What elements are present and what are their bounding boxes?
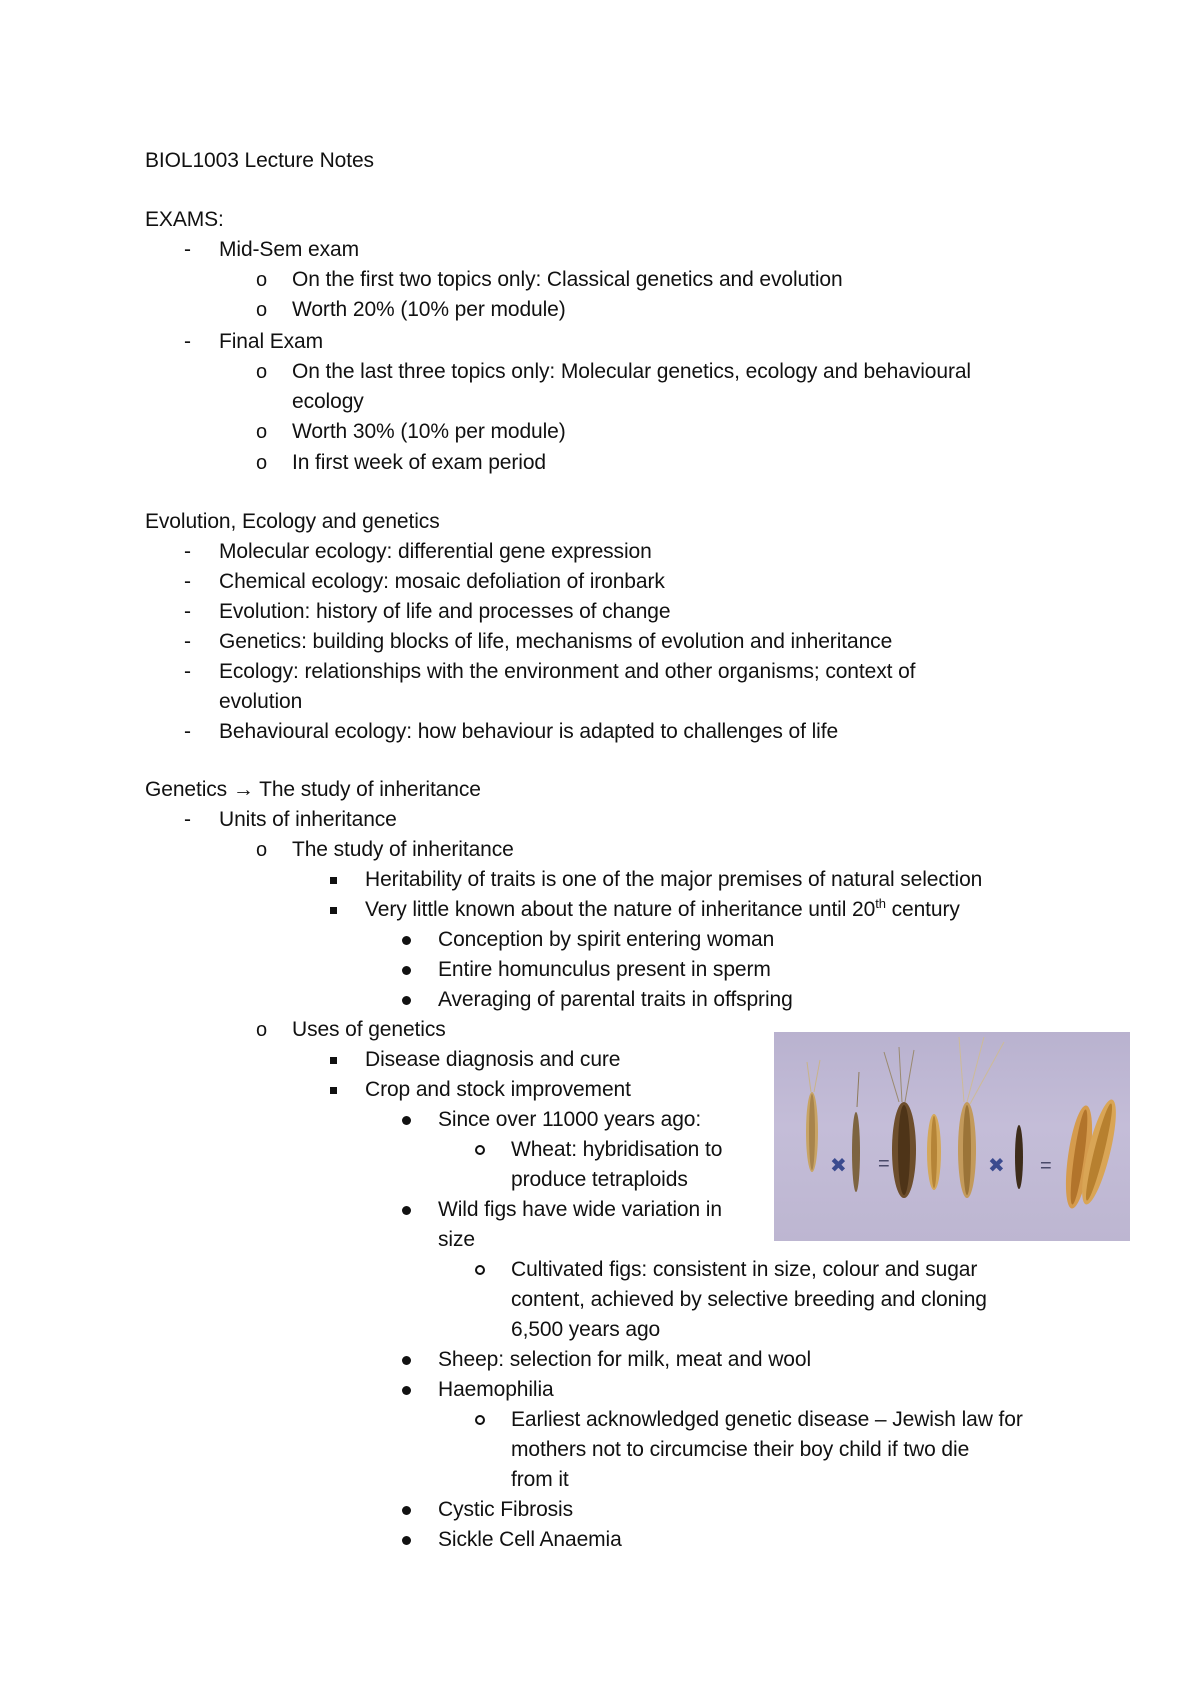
wheat-hybridisation-photo (774, 1032, 1130, 1241)
eeg-item: Ecology: relationships with the environment and other organisms; context of (219, 660, 916, 683)
bullet-dash: - (184, 540, 191, 563)
eeg-heading: Evolution, Ecology and genetics (145, 510, 440, 533)
eeg-item: Molecular ecology: differential gene expression (219, 540, 652, 563)
little-known-item (365, 898, 960, 922)
genetics-heading (145, 778, 481, 802)
wheat-spike-4 (927, 1114, 941, 1190)
bullet-o: o (256, 421, 268, 443)
bullet-o: o (256, 452, 268, 474)
uses-of-genetics: Uses of genetics (292, 1018, 446, 1041)
equals-symbol: = (1040, 1155, 1052, 1177)
bullet-dot (402, 1506, 411, 1515)
bullet-dot (402, 1116, 411, 1125)
units-of-inheritance: Units of inheritance (219, 808, 397, 831)
bullet-ring (475, 1145, 485, 1155)
earliest-item-1: Earliest acknowledged genetic disease – Jewish law for (511, 1408, 1023, 1431)
cultivated-item-2: content, achieved by selective breeding and cloning (511, 1288, 987, 1311)
heritability-item: Heritability of traits is one of the major premises of natural selection (365, 868, 983, 891)
earliest-item-3: from it (511, 1468, 569, 1491)
exams-heading: EXAMS: (145, 208, 224, 231)
equals-symbol: = (878, 1153, 890, 1175)
bullet-square (330, 877, 337, 884)
final-point-2: Worth 30% (10% per module) (292, 420, 566, 443)
disease-item: Disease diagnosis and cure (365, 1048, 621, 1071)
bullet-dash: - (184, 630, 191, 653)
cultivated-item-1: Cultivated figs: consistent in size, colour and sugar (511, 1258, 978, 1281)
page-title: BIOL1003 Lecture Notes (145, 149, 374, 172)
eeg-item: Genetics: building blocks of life, mechanisms of evolution and inheritance (219, 630, 893, 653)
earliest-item-2: mothers not to circumcise their boy child if two die (511, 1438, 970, 1461)
bullet-dash: - (184, 238, 191, 261)
figs-item-2: size (438, 1228, 475, 1251)
wheat-icon (774, 1032, 1130, 1241)
crop-item: Crop and stock improvement (365, 1078, 631, 1101)
eeg-item-continued: evolution (219, 690, 303, 713)
bullet-dot (402, 996, 411, 1005)
bullet-dash: - (184, 660, 191, 683)
bullet-square (330, 907, 337, 914)
wheat-spike-1 (806, 1060, 820, 1172)
bullet-dash: - (184, 808, 191, 831)
bullet-dash: - (184, 720, 191, 743)
bullet-dot (402, 936, 411, 945)
bullet-dash: - (184, 330, 191, 353)
eeg-item: Behavioural ecology: how behaviour is adapted to challenges of life (219, 720, 839, 743)
cross-symbol: ✖ (988, 1155, 1005, 1177)
bullet-square (330, 1057, 337, 1064)
bullet-dot (402, 1386, 411, 1395)
homunculus-item: Entire homunculus present in sperm (438, 958, 771, 981)
bullet-dash: - (184, 570, 191, 593)
genetics-heading-b: The study of inheritance (259, 778, 481, 801)
final-point-1a: On the last three topics only: Molecular genetics, ecology and behavioural (292, 360, 971, 383)
little-known-text: Very little known about the nature of inheritance until 20 (365, 898, 876, 921)
figs-item-1: Wild figs have wide variation in (438, 1198, 722, 1221)
sheep-item: Sheep: selection for milk, meat and wool (438, 1348, 812, 1371)
bullet-dot (402, 966, 411, 975)
midsem-point-2: Worth 20% (10% per module) (292, 298, 566, 321)
final-point-3: In first week of exam period (292, 451, 546, 474)
wheat-spike-3 (884, 1047, 916, 1198)
haemophilia-item: Haemophilia (438, 1378, 554, 1401)
final-label: Final Exam (219, 330, 324, 353)
right-arrow-icon: → (232, 778, 254, 801)
bullet-o: o (256, 299, 268, 321)
cystic-item: Cystic Fibrosis (438, 1498, 574, 1521)
sickle-item: Sickle Cell Anaemia (438, 1528, 622, 1551)
wheat-item-2: produce tetraploids (511, 1168, 688, 1191)
bullet-dash: - (184, 600, 191, 623)
bullet-ring (475, 1265, 485, 1275)
final-point-1b: ecology (292, 390, 364, 413)
wheat-spike-6 (1015, 1125, 1023, 1189)
eeg-item: Chemical ecology: mosaic defoliation of ironbark (219, 570, 665, 593)
bullet-o: o (256, 269, 268, 291)
bullet-dot (402, 1356, 411, 1365)
wheat-item-1: Wheat: hybridisation to (511, 1138, 723, 1161)
bullet-o: o (256, 361, 268, 383)
bullet-dot (402, 1206, 411, 1215)
bullet-o: o (256, 839, 268, 861)
since-item: Since over 11000 years ago: (438, 1108, 702, 1131)
study-of-inheritance: The study of inheritance (292, 838, 514, 861)
eeg-item: Evolution: history of life and processes of change (219, 600, 671, 623)
cultivated-item-3: 6,500 years ago (511, 1318, 661, 1341)
conception-item: Conception by spirit entering woman (438, 928, 775, 951)
bullet-square (330, 1087, 337, 1094)
cross-symbol: ✖ (830, 1155, 847, 1177)
bullet-o: o (256, 1019, 268, 1041)
bullet-dot (402, 1536, 411, 1545)
genetics-heading-a: Genetics (145, 778, 228, 801)
little-known-text-end: century (885, 898, 960, 921)
averaging-item: Averaging of parental traits in offspring (438, 988, 793, 1011)
bullet-ring (475, 1415, 485, 1425)
midsem-label: Mid-Sem exam (219, 238, 359, 261)
wheat-spike-2 (852, 1072, 860, 1192)
superscript-th: th (875, 896, 886, 911)
midsem-point-1: On the first two topics only: Classical genetics and evolution (292, 268, 843, 291)
